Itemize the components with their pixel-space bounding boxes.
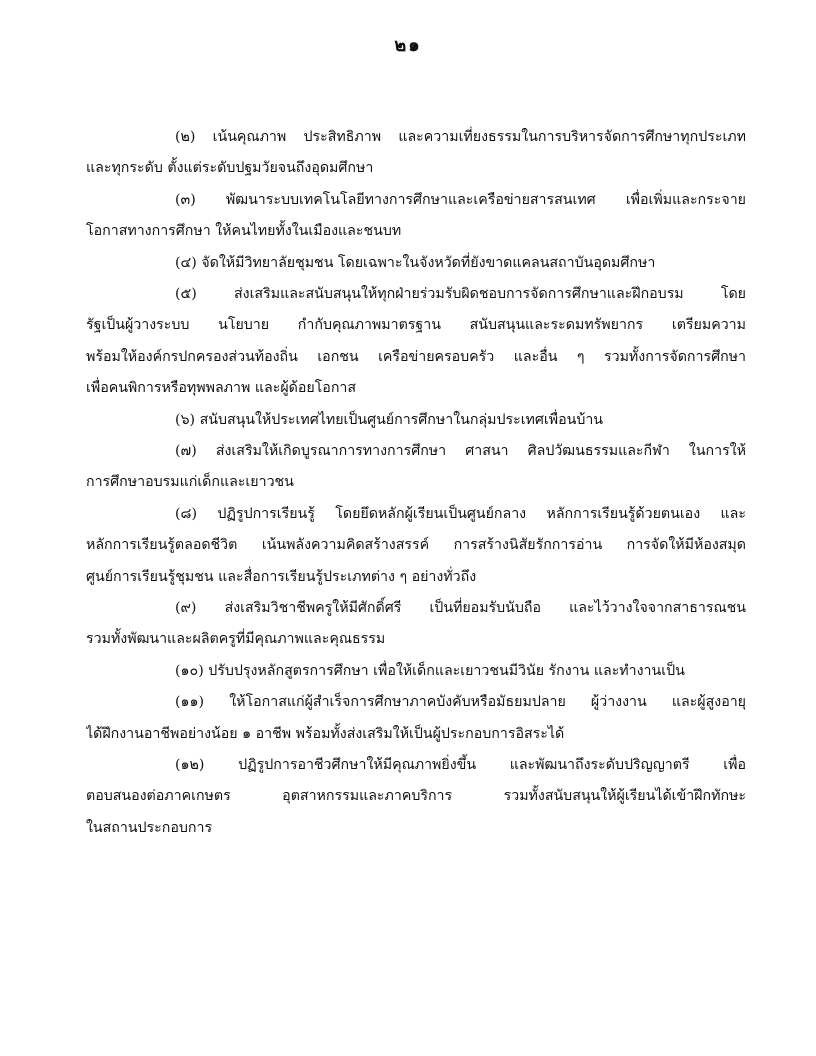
numbered-paragraph [86,687,746,750]
numbered-paragraph [86,185,746,248]
numbered-paragraph [86,750,746,844]
numbered-paragraph [86,593,746,656]
paragraph-first-line: (๔) จัดให้มีวิทยาลัยชุมชน โดยเฉพาะในจังหวัดที่ยังขาดแคลนสถาบันอุดมศึกษา [175,254,656,271]
paragraph-first-line: (๑๒) ปฏิรูปการอาชีวศึกษาให้มีคุณภาพยิ่งขึ้น และพัฒนาถึงระดับปริญญาตรี เพื่อ [175,756,746,773]
paragraph-first-line: (๕) ส่งเสริมและสนับสนุนให้ทุกฝ่ายร่วมรับผิดชอบการจัดการศึกษาและฝึกอบรม โดย [175,286,746,302]
paragraph-first-line: (๗) ส่งเสริมให้เกิดบูรณาการทางการศึกษา ศาสนา ศิลปวัฒนธรรมและกีฬา ในการให้ [175,442,746,459]
paragraph-first-line: (๖) สนับสนุนให้ประเทศไทยเป็นศูนย์การศึกษาในกลุ่มประเทศเพื่อนบ้าน [175,411,604,428]
numbered-paragraph [86,436,746,499]
paragraph-line: และทุกระดับ ตั้งแต่ระดับปฐมวัยจนถึงอุดมศึกษา [86,160,374,177]
paragraph-line: รวมทั้งพัฒนาและผลิตครูที่มีคุณภาพและคุณธรรม [86,631,386,648]
paragraph-first-line: (๘) ปฏิรูปการเรียนรู้ โดยยึดหลักผู้เรียนเป็นศูนย์กลาง หลักการเรียนรู้ด้วยตนเอง และ [175,505,746,522]
paragraph-first-line: (๙) ส่งเสริมวิชาชีพครูให้มีศักดิ์ศรี เป็นที่ยอมรับนับถือ และไว้วางใจจากสาธารณชน [175,599,746,616]
numbered-paragraph [86,405,746,436]
numbered-paragraph [86,279,746,405]
paragraph-first-line: (๓) พัฒนาระบบเทคโนโลยีทางการศึกษาและเครือข่ายสารสนเทศ เพื่อเพิ่มและกระจาย [175,191,746,208]
numbered-paragraph [86,499,746,593]
paragraph-line: รัฐเป็นผู้วางระบบ นโยบาย กำกับคุณภาพมาตรฐาน สนับสนุนและระดมทรัพยากร เตรียมความ [86,317,746,334]
paragraph-line: ได้ฝึกงานอาชีพอย่างน้อย ๑ อาชีพ พร้อมทั้งส่งเสริมให้เป็นผู้ประกอบการอิสระได้ [86,725,565,742]
numbered-paragraph [86,656,746,687]
paragraph-first-line: (๑๐) ปรับปรุงหลักสูตรการศึกษา เพื่อให้เด็กและเยาวชนมีวินัย รักงาน และทำงานเป็น [175,662,685,679]
document-body [86,122,746,844]
numbered-paragraph [86,248,746,279]
numbered-paragraph [86,122,746,185]
paragraph-first-line: (๒) เน้นคุณภาพ ประสิทธิภาพ และความเที่ยงธรรมในการบริหารจัดการศึกษาทุกประเภท [175,129,746,145]
paragraph-line: การศึกษาอบรมแก่เด็กและเยาวชน [86,474,294,491]
page-number: ๒๑ [394,35,422,56]
paragraph-line: พร้อมให้องค์กรปกครองส่วนท้องถิ่น เอกชน เครือข่ายครอบครัว และอื่น ๆ รวมทั้งการจัดการศึกษา [86,348,746,365]
paragraph-line: เพื่อคนพิการหรือทุพพลภาพ และผู้ด้อยโอกาส [86,380,357,397]
paragraph-line: ตอบสนองต่อภาคเกษตร อุตสาหกรรมและภาคบริการ รวมทั้งสนับสนุนให้ผู้เรียนได้เข้าฝึกทักษะ [86,788,746,805]
paragraph-line: หลักการเรียนรู้ตลอดชีวิต เน้นพลังความคิดสร้างสรรค์ การสร้างนิสัยรักการอ่าน การจัดให้มีห้องสมุด [86,537,746,554]
paragraph-line: ในสถานประกอบการ [86,819,213,836]
paragraph-line: โอกาสทางการศึกษา ให้คนไทยทั้งในเมืองและชนบท [86,223,402,240]
paragraph-line: ศูนย์การเรียนรู้ชุมชน และสื่อการเรียนรู้ประเภทต่าง ๆ อย่างทั่วถึง [86,568,477,585]
paragraph-first-line: (๑๑) ให้โอกาสแก่ผู้สำเร็จการศึกษาภาคบังคับหรือมัธยมปลาย ผู้ว่างงาน และผู้สูงอายุ [175,694,746,711]
